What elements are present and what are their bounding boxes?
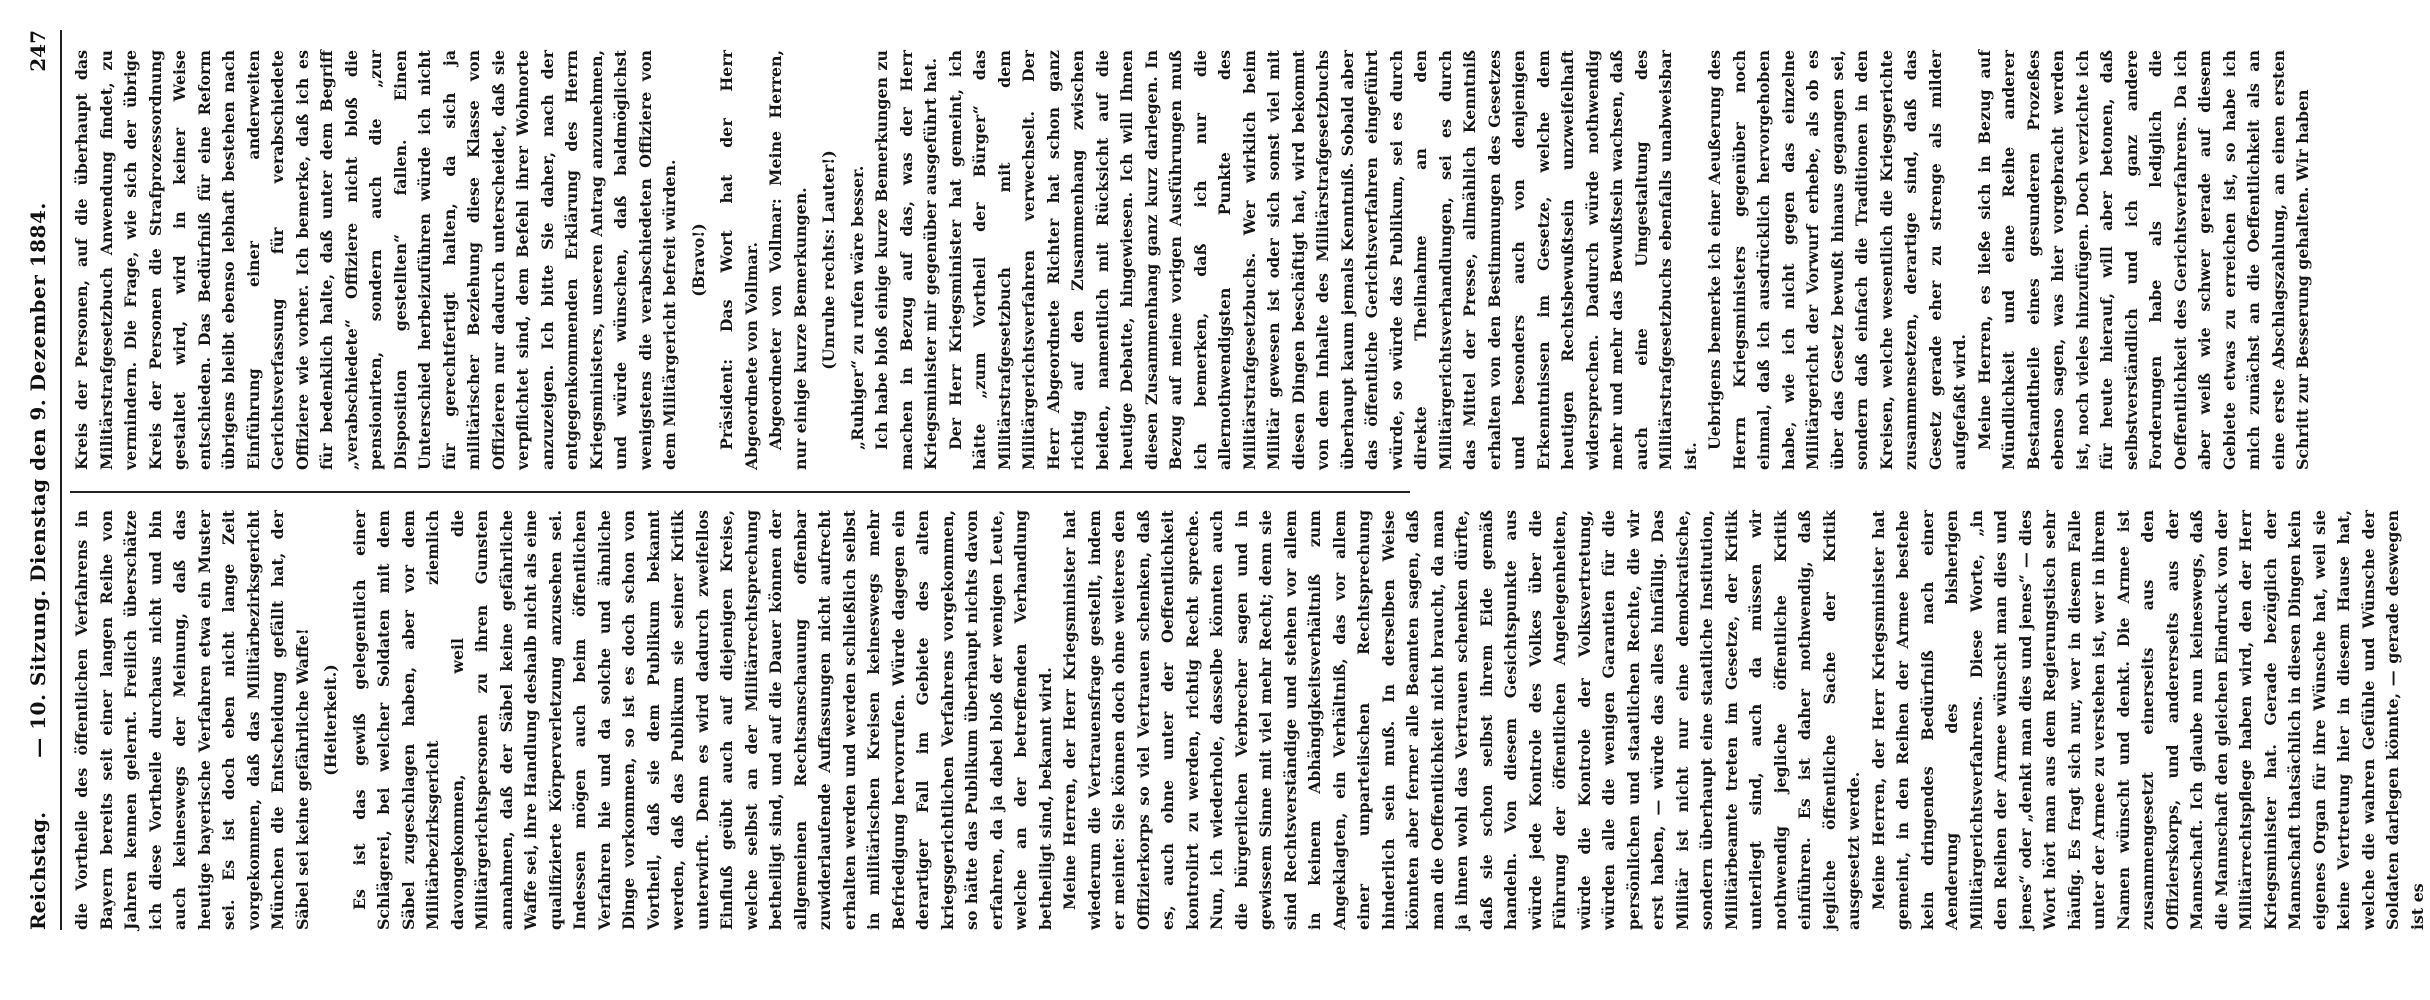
speaker-paragraph: Abgeordneter von Vollmar: Meine Herren, nur einige kurze Bemerkungen.	[766, 50, 810, 470]
speaker-paragraph: Präsident: Das Wort hat der Herr Abgeordnete von Vollmar.	[717, 50, 761, 470]
paragraph: Uebrigens bemerke ich einer Aeußerung des Herrn Kriegsministers gegenüber noch einmal, daß ich ausdrücklich hervorgehoben habe, wie ich nicht gegen das einzelne Militärgericht der Vorwurf erhebe, als ob es über das Gesetz bewußt hinaus gegangen sei, sondern daß einfach die Traditionen in den Kreisen, welche wesentlich die Kriegsgerichte zusammensetzen, derartige sind, daß das Gesetz gerade eher zu strenge als milder aufgefaßt wird.	[1705, 50, 1969, 470]
interjection: (Bravo!)	[688, 223, 708, 297]
header-left: Reichstag.	[26, 811, 50, 930]
page-header	[20, 30, 62, 930]
paragraph: Kreis der Personen, auf die überhaupt das Militärstrafgesetzbuch Anwendung findet, zu vermindern. Die Frage, wie sich der übrige Kreis der Personen die Strafprozessordnung gestaltet wird, wird in keiner Weise entschieden. Das Bedürfniß für eine Reform übrigens bleibt ebenso lebhaft bestehen nach Einführung einer anderweiten Gerichtsverfassung für verabschiedete Offiziere wie vorher. Ich bemerke, daß ich es für bedenklich halte, daß unter dem Begriff „verabschiedete“ Offiziere nicht bloß die pensionirten, sondern auch die „zur Disposition gestellten“ fallen. Einen Unterschied herbeizuführen würde ich nicht für gerechtfertigt halten, da sich ja militärischer Beziehung diese Klasse von Offizieren nur dadurch unterscheidet, daß sie verpflichtet sind, dem Befehl ihrer Wohnorte anzuzeigen. Ich bitte Sie daher, nach der entgegenkommenden Erklärung des Herrn Kriegsministers, unseren Antrag anzunehmen, und würde wünschen, daß baldmöglichst wenigstens die verabschiedeten Offiziere von dem Militärgericht befreit würden.	[72, 50, 679, 470]
paragraph: Meine Herren, der Herr Kriegsminister hat gemeint, in den Reihen der Armee bestehe kein dringendes Bedürfniß nach einer Aenderung des bisherigen Militärgerichtsverfahrens. Diese Worte, „in den Reihen der Armee wünscht man dies und jenes“ oder „denkt man dies und jenes“ — dies Wort hört man aus dem Regierungstisch sehr häufig. Es fragt sich nur, wer in diesem Falle unter der Armee zu verstehen ist, wer in ihrem Namen wünscht und denkt. Die Armee ist zusammengesetzt einerseits aus den Offizierskorps, und andererseits aus der Mannschaft. Ich glaube nun keineswegs, daß die Mannschaft den gleichen Eindruck von der Militärrechtspflege haben wird, den der Herr Kriegsminister hat. Gerade bezüglich der Mannschaft thatsächlich in diesen Dingen kein eigenes Organ für ihre Wünsche hat, weil sie keine Vertretung hier in diesem Hause hat, welche die wahren Gefühle und Wünsche der Soldaten darlegen könnte, — gerade deswegen ist es	[1868, 510, 2427, 930]
interjection: (Heiterkeit.)	[321, 664, 340, 776]
paragraph: Meine Herren, es ließe sich in Bezug auf Mündlichkeit und eine Reihe anderer Bestandtheile eines gesunderen Prozeßes ebenso sagen, was hier vorgebracht werden ist, noch vieles hinzufügen. Doch verzichte ich für heute hierauf, will aber betonen, daß selbstverständlich und ich ganz andere Forderungen habe als lediglich die Oeffentlichkeit des Gerichtsverfahrens. Da ich aber weiß wie schwer gerade auf diesem Gebiete etwas zu erreichen ist, so habe ich mich zunächst an die Oeffentlichkeit als an eine erste Abschlagszahlung, an einen ersten Schritt zur Besserung gehalten. Wir haben	[1974, 50, 2312, 470]
paragraph: Der Herr Kriegsminister hat gemeint, ich hätte „zum Vortheil der Bürger“ das Militärstrafgesetzbuch mit dem Militärgerichtsverfahren verwechselt. Der Herr Abgeordnete Richter hat schon ganz richtig auf den Zusammenhang zwischen beiden, namentlich mit Rücksicht auf die heutige Debatte, hingewiesen. Ich will Ihnen diesen Zusammenhang ganz kurz darlegen. In Bezug auf meine vorigen Ausführungen muß ich bemerken, daß ich nur die allernothwendigsten Punkte des Militärstrafgesetzbuchs. Wer wirklich beim Militär gewesen ist oder sich sonst viel mit diesen Dingen beschäftigt hat, wird bekommt von dem Inhalte des Militärstrafgesetzbuchs überhaupt kaum jemals Kenntniß. Sobald aber das öffentliche Gerichtsverfahren eingeführt würde, so würde das Publikum, sei es durch direkte Theilnahme an den Militärgerichtsverhandlungen, sei es durch das Mittel der Presse, allmählich Kenntniß erhalten von den Bestimmungen des Gesetzes und besonders auch von denjenigen Erkenntnissen im Gesetze, welche dem heutigen Rechtsbewußtsein unzweifelhaft widersprechen. Dadurch würde nothwendig mehr und mehr das Bewußtsein wachsen, daß auch eine Umgestaltung des Militärstrafgesetzbuchs ebenfalls unabweisbar ist.	[945, 50, 1700, 470]
paragraph: die Vortheile des öffentlichen Verfahrens in Bayern bereits seit einer langen Reihe von Jahren kennen gelernt. Freilich überschätze ich diese Vortheile durchaus nicht und bin auch keineswegs der Meinung, daß das heutige bayerische Verfahren etwa ein Muster sei. Es ist doch eben nicht lange Zeit vorgekommen, daß das Militärbezirksgericht München die Entscheidung gefällt hat, der Säbel sei keine gefährliche Waffe!	[72, 510, 312, 930]
paragraph: Ich habe bloß einige kurze Bemerkungen zu machen in Bezug auf das, was der Herr Kriegsminister mir gegenüber ausgeführt hat.	[872, 50, 940, 470]
column-divider	[70, 492, 1410, 494]
paragraph: Meine Herren, der Herr Kriegsminister hat wiederum die Vertrauensfrage gestellt, indem er meinte: Sie können doch ohne weiteres den Offizierkorps so viel Vertrauen schenken, daß es, auch ohne unter der Oeffentlichkeit kontrolirt zu werden, richtig Recht spreche. Nun, ich wiederhole, dasselbe könnten auch die bürgerlichen Verbrecher sagen und in gewissem Sinne mit viel mehr Recht; denn sie sind Rechtsverständige und stehen vor allem in keinem Abhängigkeitsverhältniß zum Angeklagten, ein Verhältniß, das vor allem einer unparteiischen Rechtsprechung hinderlich sein muß. In derselben Weise könnten aber ferner alle Beamten sagen, daß man die Oeffentlichkeit nicht braucht, da man ja ihnen wohl das Vertrauen schenken dürfte, daß sie schon selbst ihrem Eide gemäß handeln. Von diesem Gesichtspunkte aus würde jede Kontrole des Volkes über die Führung der öffentlichen Angelegenheiten, würde die Kontrole der Volksvertretung, würden alle die wenigen Garantien für die persönlichen und staatlichen Rechte, die wir erst haben, — würde das alles hinfällig. Das Militär ist nicht nur eine demokratische, sondern überhaupt eine staatliche Institution, Militärbeamte treten im Gesetze, der Kritik unterliegt sind, auch da müssen wir nothwendig jegliche öffentliche Kritik einführen. Es ist daher nothwendig, daß jegliche öffentliche Sache der Kritik ausgesetzt werde.	[1060, 510, 1863, 930]
page-number: 247	[26, 30, 50, 72]
right-column	[70, 50, 2312, 470]
paragraph: „Ruhiger“ zu rufen wäre besser.	[847, 165, 867, 450]
interjection: (Unruhe rechts: Lauter!)	[819, 150, 838, 370]
header-title: — 10. Sitzung. Dienstag den 9. Dezember 1884.	[26, 202, 50, 758]
left-column	[70, 510, 2427, 930]
paragraph: Es ist das gewiß gelegentlich einer Schlägerei, bei welcher Soldaten mit dem Säbel zugeschlagen haben, aber vor dem Militärbezirksgericht ziemlich davongekommen, weil die Militärgerichtspersonen zu ihren Gunsten annahmen, daß der Säbel keine gefährliche Waffe sei, ihre Handlung deshalb nicht als eine qualifizierte Körperverletzung anzusehen sei. Indessen mögen auch beim öffentlichen Verfahren hie und da solche und ähnliche Dinge vorkommen, so ist es doch schon von Vortheil, daß sie dem Publikum bekannt werden, daß das Publikum sie seiner Kritik unterwirft. Denn es wird dadurch zweifellos Einfluß geübt auch auf diejenigen Kreise, welche selbst an der Militärrechtsprechung betheiligt sind, und auf die Dauer können der allgemeinen Rechtsanschauung offenbar zuwiderlaufende Auffassungen nicht aufrecht erhalten werden und werden schließlich selbst in militärischen Kreisen keineswegs mehr Befriedigung hervorrufen. Würde dagegen ein derartiger Fall im Gebiete des alten kriegsgerichtlichen Verfahrens vorgekommen, so hätte das Publikum überhaupt nichts davon erfahren, da ja dabei bloß der wenigen Leute, welche an der betreffenden Verhandlung betheiligt sind, bekannt wird.	[349, 510, 1055, 930]
